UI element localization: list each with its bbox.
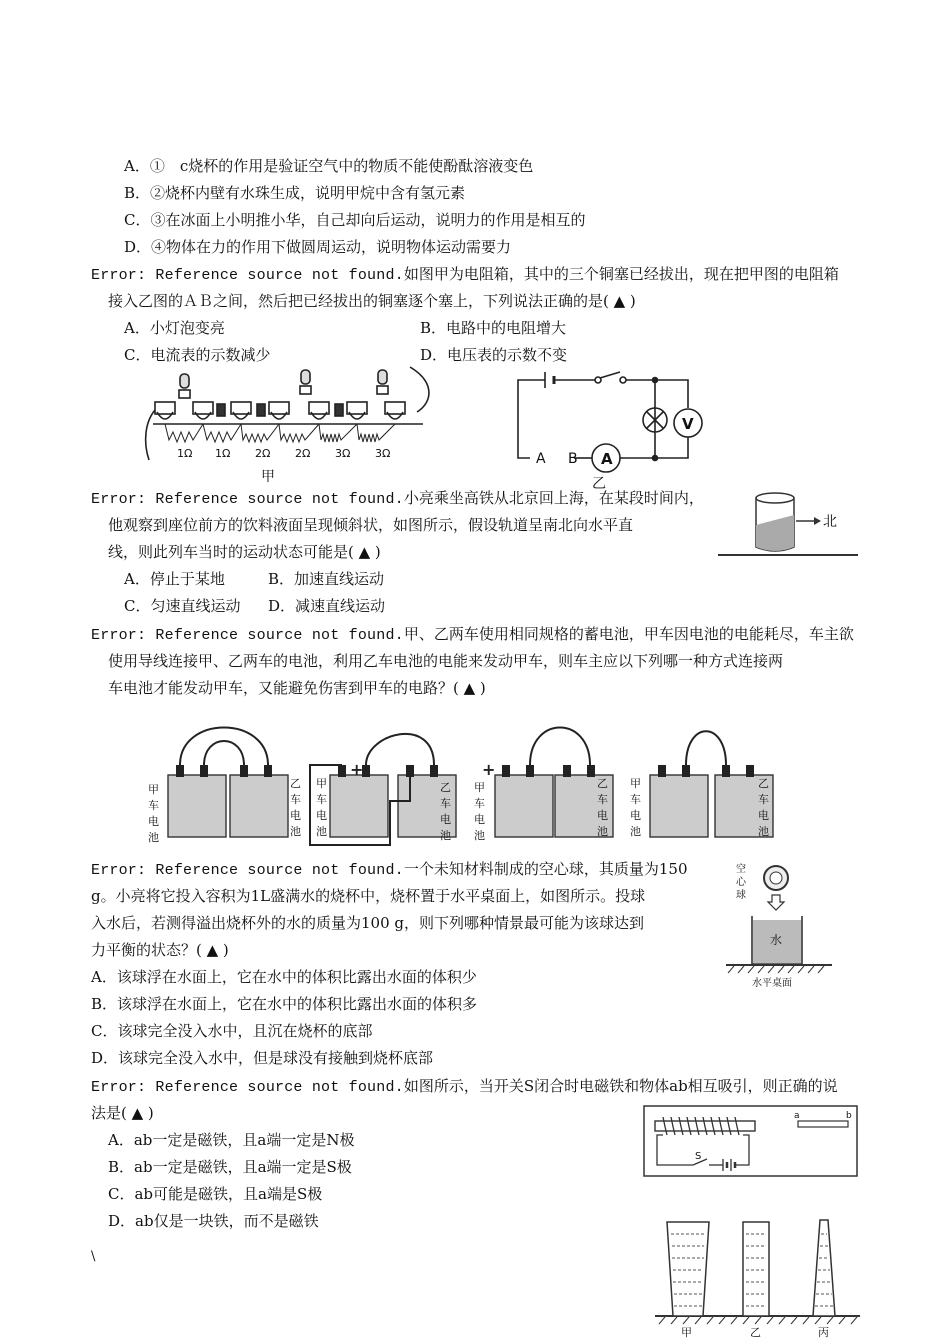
resistor-label: 1Ω	[215, 447, 231, 460]
q3-stem-line3: 车电池才能发动甲车，又能避免伤害到甲车的电路？( ▲ )	[108, 679, 486, 697]
q2-stem-line3: 线，则此列车当时的运动状态可能是( ▲ )	[108, 543, 381, 561]
svg-text:池: 池	[758, 825, 769, 838]
q4-stem-line4: 力平衡的状态？( ▲ )	[91, 941, 229, 959]
circuit-figure	[510, 368, 715, 490]
svg-text:电: 电	[316, 809, 327, 822]
q0-option-a: A．① c烧杯的作用是验证空气中的物质不能使酚酞溶液变色	[124, 157, 534, 175]
q4-option-d: D．该球完全没入水中，但是球没有接触到烧杯底部	[91, 1049, 434, 1067]
svg-text:电: 电	[290, 809, 301, 822]
switch-label: S	[695, 1151, 702, 1162]
plus-sign: +	[350, 760, 364, 779]
stray-mark: \	[91, 1249, 96, 1264]
error-reference: Error: Reference source not found.	[91, 491, 404, 508]
svg-text:车: 车	[474, 797, 485, 810]
svg-text:甲: 甲	[474, 781, 485, 794]
resistor-label: 1Ω	[177, 447, 193, 460]
svg-text:车: 车	[597, 793, 608, 806]
error-reference: Error: Reference source not found.	[91, 627, 404, 644]
voltmeter-label: V	[682, 415, 694, 433]
svg-text:电: 电	[758, 809, 769, 822]
container-label-yi: 乙	[750, 1326, 761, 1339]
q1-option-b: B．电路中的电阻增大	[420, 319, 567, 337]
container-label-jia: 甲	[681, 1326, 692, 1339]
resistance-box-figure	[135, 362, 440, 487]
svg-text:球: 球	[736, 890, 746, 901]
svg-text:车: 车	[290, 793, 301, 806]
q0-option-d: D．④物体在力的作用下做圆周运动，说明物体运动需要力	[124, 238, 512, 256]
error-reference: Error: Reference source not found.	[91, 862, 404, 879]
battery-connection-figure	[140, 715, 790, 850]
electromagnet-figure	[643, 1105, 858, 1177]
q4-option-b: B．该球浮在水面上，它在水中的体积比露出水面的体积多	[91, 995, 478, 1013]
q5-option-a: A．ab一定是磁铁，且a端一定是N极	[108, 1131, 355, 1149]
figure-caption-yi: 乙	[592, 476, 606, 490]
svg-text:车: 车	[440, 797, 451, 810]
resistor-label: 2Ω	[295, 447, 311, 460]
q3-stem-line2: 使用导线连接甲、乙两车的电池，利用乙车电池的电能来发动甲车，则车主应以下列哪一种方式连接两	[108, 652, 784, 670]
svg-text:心: 心	[736, 877, 746, 888]
svg-text:电: 电	[148, 815, 159, 828]
resistor-label: 3Ω	[335, 447, 351, 460]
svg-text:乙: 乙	[597, 777, 608, 790]
q5-stem-line1: Error: Reference source not found.如图所示，当开关S闭合时电磁铁和物体ab相互吸引，则正确的说	[91, 1077, 838, 1096]
q2-option-c: C．匀速直线运动	[124, 597, 241, 615]
hollow-ball-figure	[722, 858, 837, 990]
svg-text:电: 电	[597, 809, 608, 822]
q1-option-a: A．小灯泡变亮	[124, 319, 225, 337]
q1-stem-line2: 接入乙图的ＡＢ之间，然后把已经拔出的铜塞逐个塞上，下列说法正确的是( ▲ )	[108, 292, 636, 310]
terminal-a-label: A	[536, 451, 546, 467]
svg-text:乙: 乙	[758, 777, 769, 790]
container-label-bing: 丙	[818, 1326, 829, 1339]
figure-caption-jia: 甲	[261, 469, 275, 485]
svg-text:甲: 甲	[630, 777, 641, 790]
svg-text:池: 池	[148, 831, 159, 844]
north-label: 北	[823, 514, 837, 530]
svg-text:乙: 乙	[440, 781, 451, 794]
q2-option-d: D．减速直线运动	[268, 597, 386, 615]
resistor-label: 2Ω	[255, 447, 271, 460]
tilted-liquid-figure	[718, 485, 858, 565]
q0-option-c: C．③在冰面上小明推小华，自己却向后运动，说明力的作用是相互的	[124, 211, 586, 229]
q2-stem-line2: 他观察到座位前方的饮料液面呈现倾斜状，如图所示，假设轨道呈南北向水平直	[108, 516, 634, 534]
label-b: b	[846, 1111, 852, 1121]
error-reference: Error: Reference source not found.	[91, 1079, 404, 1096]
svg-text:车: 车	[148, 799, 159, 812]
q4-stem-line2: g。小亮将它投入容积为1L盛满水的烧杯中，烧杯置于水平桌面上，如图所示。投球	[91, 887, 646, 905]
q2-stem-line1: Error: Reference source not found.小亮乘坐高铁从北京回上海，在某段时间内，	[91, 489, 704, 508]
table-label: 水平桌面	[752, 978, 792, 989]
q0-option-b: B．②烧杯内壁有水珠生成，说明甲烷中含有氢元素	[124, 184, 466, 202]
q3-stem-line1: Error: Reference source not found.甲、乙两车使用相同规格的蓄电池，甲车因电池的电能耗尽，车主欲	[91, 625, 854, 644]
ammeter-label: A	[601, 450, 613, 468]
svg-text:池: 池	[440, 829, 451, 842]
svg-text:电: 电	[474, 813, 485, 826]
water-label: 水	[770, 933, 783, 947]
q1-stem-line1: Error: Reference source not found.如图甲为电阻箱，其中的三个铜塞已经拔出，现在把甲图的电阻箱	[91, 265, 839, 284]
q4-option-c: C．该球完全没入水中，且沉在烧杯的底部	[91, 1022, 373, 1040]
svg-text:车: 车	[630, 793, 641, 806]
q2-option-a: A．停止于某地	[124, 570, 225, 588]
svg-text:电: 电	[630, 809, 641, 822]
q5-option-d: D．ab仅是一块铁，而不是磁铁	[108, 1212, 319, 1230]
svg-text:池: 池	[290, 825, 301, 838]
label-a: a	[794, 1111, 800, 1121]
svg-text:池: 池	[597, 825, 608, 838]
plus-sign: +	[482, 760, 496, 779]
q5-stem-line2: 法是( ▲ )	[91, 1104, 154, 1122]
q1-option-c: C．电流表的示数减少	[124, 346, 271, 364]
svg-text:池: 池	[474, 829, 485, 842]
svg-text:池: 池	[316, 825, 327, 838]
q1-option-d: D．电压表的示数不变	[420, 346, 568, 364]
error-reference: Error: Reference source not found.	[91, 267, 404, 284]
q2-option-b: B．加速直线运动	[268, 570, 385, 588]
battery-label-jia: 甲	[148, 783, 159, 796]
svg-text:池: 池	[630, 825, 641, 838]
bar-ab	[798, 1121, 848, 1127]
q4-stem-line3: 入水后，若测得溢出烧杯外的水的质量为100 g，则下列哪种情景最可能为该球达到	[91, 914, 645, 932]
svg-text:车: 车	[316, 793, 327, 806]
containers-figure	[655, 1212, 860, 1342]
svg-text:甲: 甲	[316, 777, 327, 790]
svg-text:车: 车	[758, 793, 769, 806]
battery-label-yi: 乙	[290, 777, 301, 790]
svg-text:空: 空	[736, 864, 746, 875]
resistor-label: 3Ω	[375, 447, 391, 460]
q5-option-c: C．ab可能是磁铁，且a端是S极	[108, 1185, 323, 1203]
q4-stem-line1: Error: Reference source not found.一个未知材料制成的空心球，其质量为150	[91, 860, 688, 879]
q5-option-b: B．ab一定是磁铁，且a端一定是S极	[108, 1158, 352, 1176]
svg-text:电: 电	[440, 813, 451, 826]
terminal-b-label: B	[568, 451, 578, 467]
q4-option-a: A．该球浮在水面上，它在水中的体积比露出水面的体积少	[91, 968, 477, 986]
